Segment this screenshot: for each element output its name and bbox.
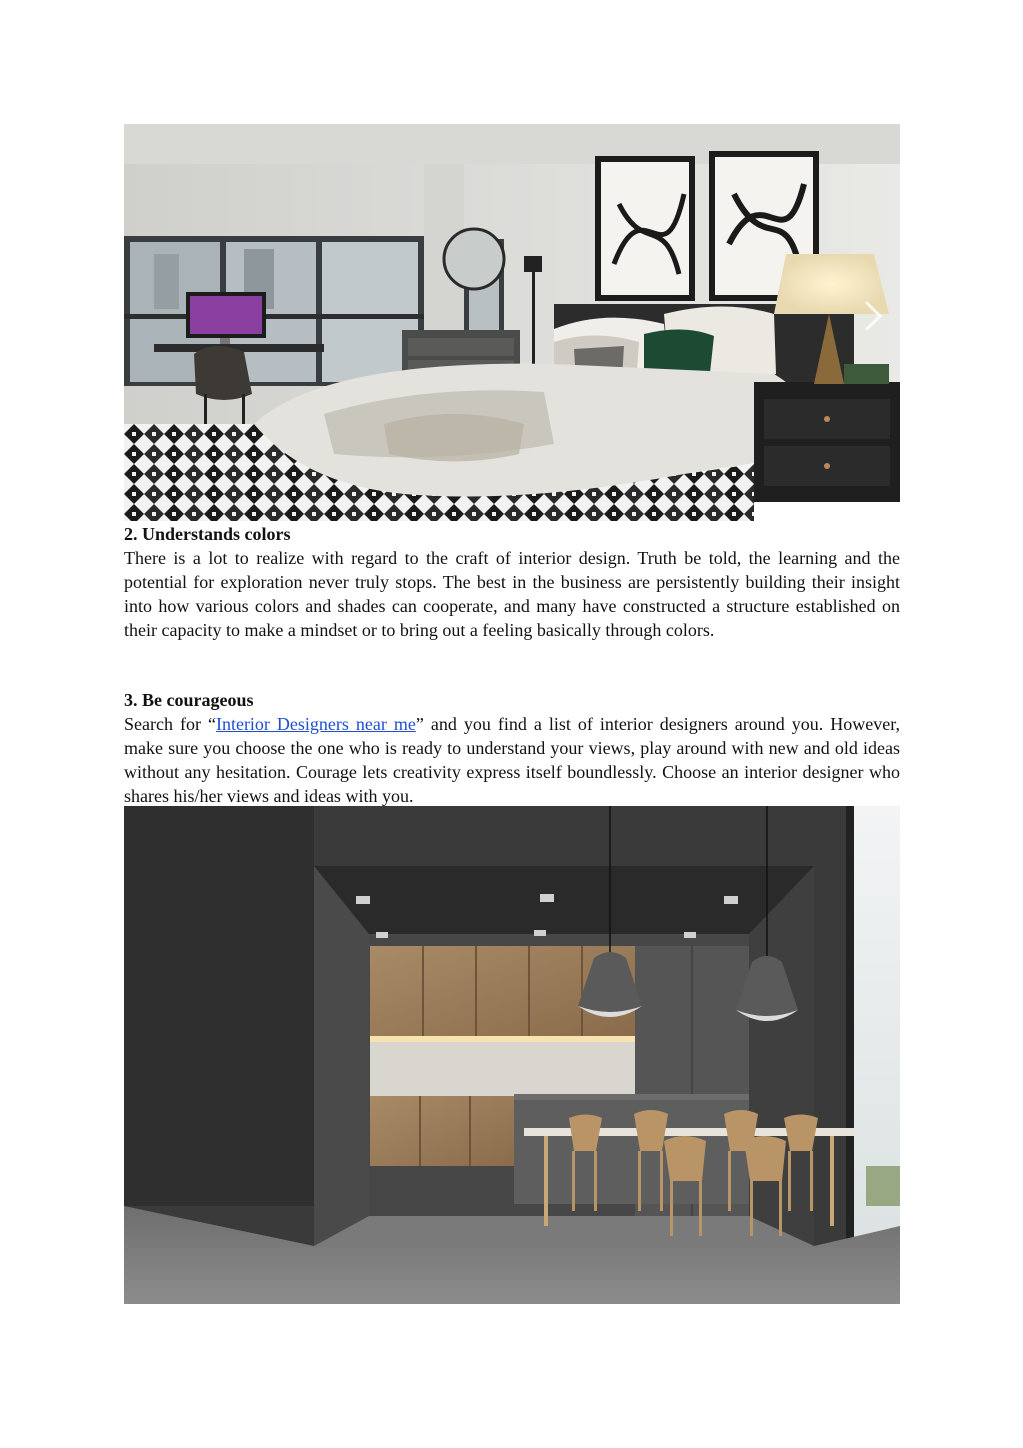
section-heading: 3. Be courageous: [124, 690, 254, 710]
section-heading: 2. Understands colors: [124, 524, 291, 544]
kitchen-photo: [124, 806, 900, 1304]
section-understands-colors: [124, 522, 900, 642]
section-paragraph: There is a lot to realize with regard to the craft of interior design. Truth be told, the learning and the potential for exploration never truly stops. The best in the business are persistently building their insight into how various colors and shades can cooperate, and many have constructed a structure established on their capacity to make a mindset or to bring out a feeling basically through colors.: [124, 548, 900, 640]
paragraph-text-after-link: ” and you find a list of interior designers around you. However, make sure you choose the one who is ready to understand your views, play around with new and old ideas without any hesitation. Courage lets creativity express itself boundlessly. Choose an interior designer who shares his/her views and ideas with you.: [124, 714, 901, 806]
section-be-courageous: [124, 688, 900, 808]
paragraph-text-before-link: Search for “: [124, 714, 216, 734]
interior-designers-link[interactable]: Interior Designers near me: [215, 714, 416, 734]
bedroom-photo: [124, 124, 900, 521]
section-paragraph: [124, 712, 900, 808]
